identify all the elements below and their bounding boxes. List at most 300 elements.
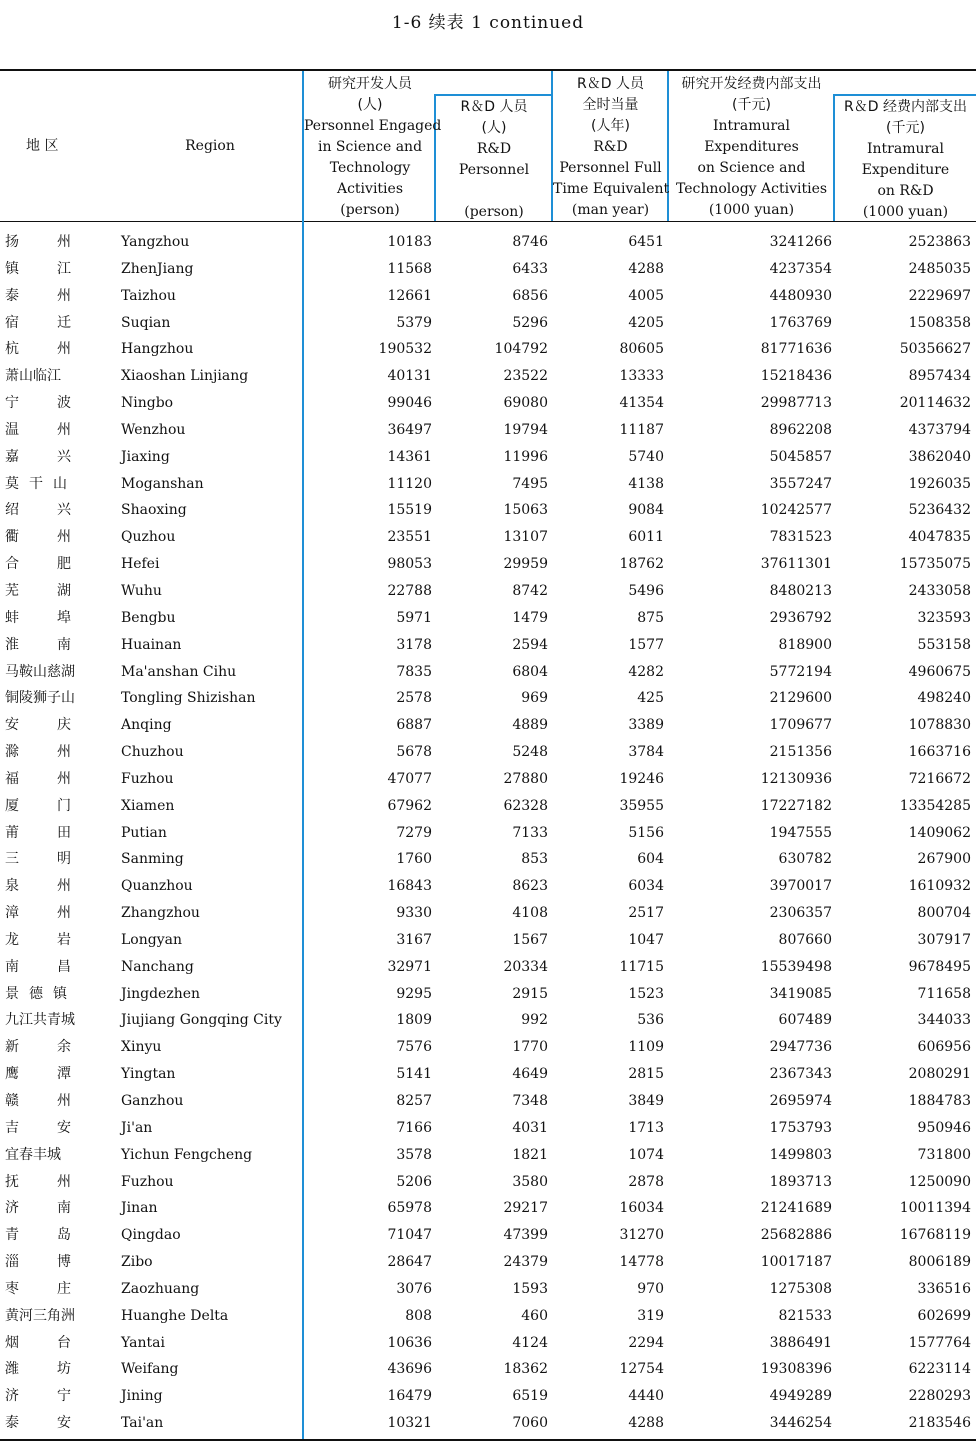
value-cell: 7348 [512,1093,548,1109]
value-cell: 1109 [628,1039,664,1056]
table-row [0,310,976,337]
value-cell: 7835 [396,663,432,680]
value-cell: 29217 [503,1200,548,1217]
value-cell: 2878 [628,1173,664,1190]
table-row [0,712,976,739]
value-cell: 16843 [387,878,432,895]
region-cn-cell: 济 南 [5,1200,71,1217]
table-row [0,981,976,1008]
region-cn-cell: 抚 州 [5,1173,71,1190]
value-cell: 40131 [387,368,432,385]
value-cell: 7495 [512,475,548,492]
table-row [0,659,976,686]
value-cell: 65978 [387,1200,432,1217]
value-cell: 4960675 [908,663,971,680]
value-cell: 7576 [396,1039,432,1056]
col5-header: R＆D 经费内部支出 (千元) Intramural Expenditure on R&D (1000 yuan) [844,99,967,220]
value-cell: 4288 [628,1415,664,1432]
value-cell: 969 [521,690,548,707]
value-cell: 800704 [917,905,971,922]
value-cell: 6519 [512,1388,548,1405]
value-cell: 11187 [619,421,664,438]
value-cell: 36497 [387,421,432,438]
region-en-cell: Anqing [121,717,172,734]
region-cn-cell: 鹰 潭 [5,1066,71,1083]
value-cell: 4282 [628,663,664,680]
region-cn-cell: 杭 州 [5,341,71,358]
value-cell: 2815 [628,1066,664,1083]
value-cell: 11715 [619,958,664,975]
table-row [0,1088,976,1115]
value-cell: 7133 [512,824,548,841]
region-en-cell: Huanghe Delta [121,1307,229,1324]
value-cell: 6451 [628,234,664,250]
value-cell: 1809 [396,1012,432,1029]
table-row [0,524,976,551]
value-cell: 8742 [512,582,548,599]
value-cell: 2129600 [769,690,832,707]
col2-header: R＆D 人员 (人) R&D Personnel (person) [458,99,530,220]
value-cell: 3784 [628,744,664,761]
value-cell: 4005 [628,287,664,304]
value-cell: 3389 [628,717,664,734]
region-en-cell: Chuzhou [121,744,184,761]
col4-header: 研究开发经费内部支出 (千元) Intramural Expenditures on Science and Technology Activities (1000 yuan) [675,76,828,218]
value-cell: 1884783 [908,1093,971,1109]
value-cell: 15539498 [760,958,832,975]
value-cell: 4480930 [769,287,832,304]
value-cell: 1250090 [908,1173,971,1190]
value-cell: 8257 [396,1093,432,1109]
value-cell: 1508358 [908,314,971,331]
region-cn-cell: 衢 州 [5,529,71,546]
value-cell: 2183546 [908,1415,971,1432]
table-row [0,363,976,390]
table-row [0,685,976,712]
value-cell: 15519 [387,502,432,519]
value-cell: 5045857 [769,448,832,465]
value-cell: 808 [405,1307,432,1324]
value-cell: 11996 [503,448,548,465]
value-cell: 5379 [396,314,432,331]
region-cn-cell: 黄河三角洲 [5,1307,75,1324]
value-cell: 8623 [512,878,548,895]
value-cell: 10242577 [760,502,832,519]
value-cell: 2433058 [908,582,971,599]
value-cell: 4440 [628,1388,664,1405]
value-cell: 1577764 [908,1334,971,1351]
value-cell: 5971 [396,609,432,626]
region-en-cell: Sanming [121,851,184,868]
value-cell: 1275308 [769,1280,832,1297]
table-row [0,1034,976,1061]
table-top-rule [0,69,976,71]
value-cell: 1074 [628,1146,664,1163]
table-row [0,229,976,256]
value-cell: 4889 [512,717,548,734]
region-cn-cell: 烟 台 [5,1334,71,1351]
region-cn-cell: 蚌 埠 [5,609,71,626]
region-cn-cell: 马鞍山慈湖 [5,663,75,680]
subheader-rule-2 [833,94,976,96]
region-en-cell: Zaozhuang [121,1280,200,1297]
value-cell: 13354285 [899,797,971,814]
value-cell: 5496 [628,582,664,599]
region-cn-cell: 泰 州 [5,287,71,304]
value-cell: 3167 [396,931,432,948]
region-cn-cell: 九江共青城 [5,1012,75,1029]
value-cell: 1663716 [908,744,971,761]
region-cn-cell: 龙 岩 [5,931,71,948]
value-cell: 3580 [512,1173,548,1190]
value-cell: 4237354 [769,260,832,277]
region-cn-cell: 南 昌 [5,958,71,975]
region-en-cell: Yichun Fengcheng [121,1146,253,1163]
value-cell: 99046 [387,395,432,412]
table-row [0,283,976,310]
value-cell: 875 [637,609,664,626]
value-cell: 14361 [387,448,432,465]
value-cell: 536 [637,1012,664,1029]
region-en-cell: Tongling Shizishan [121,690,256,707]
region-cn-cell: 福 州 [5,770,71,787]
value-cell: 19794 [503,421,548,438]
value-cell: 607489 [778,1012,832,1029]
value-cell: 5236432 [908,502,971,519]
value-cell: 553158 [917,636,971,653]
value-cell: 10183 [387,234,432,250]
value-cell: 344033 [917,1012,971,1029]
value-cell: 2151356 [769,744,832,761]
region-en-header: Region [185,138,235,154]
value-cell: 8006189 [908,1254,971,1271]
region-cn-cell: 三 明 [5,851,71,868]
value-cell: 11568 [387,260,432,277]
table-row [0,390,976,417]
value-cell: 336516 [917,1280,971,1297]
region-en-cell: Jiaxing [121,448,170,465]
region-en-cell: Quanzhou [121,878,193,895]
value-cell: 3886491 [769,1334,832,1351]
value-cell: 1610932 [908,878,971,895]
table-row [0,820,976,847]
value-cell: 81771636 [760,341,832,358]
region-cn-cell: 嘉 兴 [5,448,71,465]
value-cell: 71047 [387,1227,432,1244]
value-cell: 460 [521,1307,548,1324]
value-cell: 1499803 [769,1146,832,1163]
value-cell: 1753793 [769,1119,832,1136]
table-row [0,846,976,873]
value-cell: 1409062 [908,824,971,841]
value-cell: 69080 [503,395,548,412]
value-cell: 3862040 [908,448,971,465]
value-cell: 22788 [387,582,432,599]
value-cell: 307917 [917,931,971,948]
region-cn-cell: 芜 湖 [5,582,71,599]
value-cell: 3849 [628,1093,664,1109]
value-cell: 2936792 [769,609,832,626]
value-cell: 20334 [503,958,548,975]
value-cell: 28647 [387,1254,432,1271]
value-cell: 16034 [619,1200,664,1217]
region-en-cell: Jiujiang Gongqing City [121,1012,282,1029]
col1-header: 研究开发人员 (人) Personnel Engaged in Science and Technology Activities (person) [304,76,442,218]
value-cell: 2306357 [769,905,832,922]
value-cell: 5206 [396,1173,432,1190]
value-cell: 6034 [628,878,664,895]
region-en-cell: Zibo [121,1254,153,1271]
value-cell: 9330 [396,905,432,922]
value-cell: 2578 [396,690,432,707]
value-cell: 16479 [387,1388,432,1405]
region-en-cell: Qingdao [121,1227,181,1244]
table-row [0,1276,976,1303]
region-en-cell: Ma'anshan Cihu [121,663,237,680]
value-cell: 3446254 [769,1415,832,1432]
region-cn-cell: 绍 兴 [5,502,71,519]
value-cell: 1821 [512,1146,548,1163]
table-row [0,1061,976,1088]
value-cell: 4205 [628,314,664,331]
region-cn-cell: 泉 州 [5,878,71,895]
region-en-cell: Nanchang [121,958,194,975]
region-en-cell: Ningbo [121,395,174,412]
region-cn-cell: 温 州 [5,421,71,438]
value-cell: 12754 [619,1361,664,1378]
table-body [0,229,976,1437]
value-cell: 8746 [512,234,548,250]
value-cell: 62328 [503,797,548,814]
table-row [0,1169,976,1196]
value-cell: 9295 [396,985,432,1002]
region-en-cell: Zhangzhou [121,905,200,922]
value-cell: 1926035 [908,475,971,492]
value-cell: 2517 [628,905,664,922]
value-cell: 6433 [512,260,548,277]
value-cell: 6011 [628,529,664,546]
value-cell: 18762 [619,556,664,573]
region-en-cell: Weifang [121,1361,179,1378]
value-cell: 10017187 [760,1254,832,1271]
table-row [0,1356,976,1383]
value-cell: 13107 [503,529,548,546]
table-row [0,1330,976,1357]
value-cell: 1567 [512,931,548,948]
value-cell: 1479 [512,609,548,626]
value-cell: 2229697 [908,287,971,304]
region-cn-cell: 铜陵狮子山 [5,690,75,707]
region-en-cell: Tai'an [121,1415,164,1432]
table-row [0,1249,976,1276]
value-cell: 67962 [387,797,432,814]
region-en-cell: Xiaoshan Linjiang [121,368,249,385]
table-row [0,1115,976,1142]
table-row [0,1383,976,1410]
table-row [0,336,976,363]
value-cell: 4288 [628,260,664,277]
table-row [0,471,976,498]
value-cell: 1709677 [769,717,832,734]
table-row [0,1222,976,1249]
value-cell: 15218436 [760,368,832,385]
table-row [0,551,976,578]
table-row [0,954,976,981]
value-cell: 853 [521,851,548,868]
table-row [0,632,976,659]
value-cell: 98053 [387,556,432,573]
value-cell: 1893713 [769,1173,832,1190]
value-cell: 731800 [917,1146,971,1163]
value-cell: 47399 [503,1227,548,1244]
value-cell: 2294 [628,1334,664,1351]
region-en-cell: Longyan [121,931,182,948]
value-cell: 23522 [503,368,548,385]
value-cell: 1947555 [769,824,832,841]
region-cn-cell: 合 肥 [5,556,71,573]
region-cn-header: 地 区 [26,138,59,154]
value-cell: 821533 [778,1307,832,1324]
value-cell: 35955 [619,797,664,814]
table-row [0,444,976,471]
value-cell: 2695974 [769,1093,832,1109]
table-row [0,1195,976,1222]
region-cn-cell: 滁 州 [5,744,71,761]
table-row [0,900,976,927]
value-cell: 32971 [387,958,432,975]
region-en-cell: Ji'an [121,1119,153,1136]
region-cn-cell: 淄 博 [5,1254,71,1271]
region-en-cell: Fuzhou [121,1173,174,1190]
region-en-cell: Bengbu [121,609,176,626]
value-cell: 9084 [628,502,664,519]
region-cn-cell: 宜春丰城 [5,1146,61,1163]
value-cell: 25682886 [760,1227,832,1244]
value-cell: 498240 [917,690,971,707]
value-cell: 9678495 [908,958,971,975]
region-en-cell: Jingdezhen [121,985,201,1002]
value-cell: 7060 [512,1415,548,1432]
region-en-cell: Yangzhou [121,234,190,250]
table-row [0,739,976,766]
table-row [0,256,976,283]
value-cell: 992 [521,1012,548,1029]
region-cn-cell: 厦 门 [5,797,71,814]
value-cell: 3178 [396,636,432,653]
region-cn-cell: 济 宁 [5,1388,71,1405]
value-cell: 4124 [512,1334,548,1351]
value-cell: 7279 [396,824,432,841]
value-cell: 5772194 [769,663,832,680]
value-cell: 950946 [917,1119,971,1136]
region-en-cell: Xinyu [121,1039,162,1056]
region-cn-cell: 赣 州 [5,1093,71,1109]
value-cell: 4649 [512,1066,548,1083]
region-cn-cell: 宁 波 [5,395,71,412]
value-cell: 5248 [512,744,548,761]
value-cell: 319 [637,1307,664,1324]
table-row [0,1142,976,1169]
value-cell: 3076 [396,1280,432,1297]
value-cell: 18362 [503,1361,548,1378]
value-cell: 5156 [628,824,664,841]
region-cn-cell: 泰 安 [5,1415,71,1432]
value-cell: 23551 [387,529,432,546]
region-cn-cell: 莆 田 [5,824,71,841]
value-cell: 7166 [396,1119,432,1136]
value-cell: 10321 [387,1415,432,1432]
value-cell: 29987713 [760,395,832,412]
region-cn-cell: 宿 迁 [5,314,71,331]
value-cell: 6223114 [908,1361,971,1378]
region-cn-cell: 扬 州 [5,234,71,250]
region-en-cell: Yantai [121,1334,165,1351]
value-cell: 50356627 [899,341,971,358]
value-cell: 323593 [917,609,971,626]
region-cn-cell: 新 余 [5,1039,71,1056]
value-cell: 2947736 [769,1039,832,1056]
value-cell: 24379 [503,1254,548,1271]
value-cell: 2280293 [908,1388,971,1405]
value-cell: 1763769 [769,314,832,331]
region-en-cell: Yingtan [121,1066,176,1083]
region-cn-cell: 吉 安 [5,1119,71,1136]
region-cn-cell: 景德镇 [5,985,77,1002]
value-cell: 11120 [387,475,432,492]
table-row [0,417,976,444]
value-cell: 1523 [628,985,664,1002]
value-cell: 80605 [619,341,664,358]
value-cell: 807660 [778,931,832,948]
value-cell: 5740 [628,448,664,465]
value-cell: 2485035 [908,260,971,277]
value-cell: 2080291 [908,1066,971,1083]
value-cell: 15735075 [899,556,971,573]
region-cn-cell: 莫干山 [5,475,77,492]
table-row [0,873,976,900]
value-cell: 6887 [396,717,432,734]
region-en-cell: Putian [121,824,167,841]
region-cn-cell: 镇 江 [5,260,71,277]
value-cell: 37611301 [760,556,832,573]
value-cell: 425 [637,690,664,707]
value-cell: 5141 [396,1066,432,1083]
value-cell: 17227182 [760,797,832,814]
value-cell: 10011394 [899,1200,971,1217]
value-cell: 4031 [512,1119,548,1136]
value-cell: 47077 [387,770,432,787]
subheader-rule-1 [434,94,553,96]
value-cell: 606956 [917,1039,971,1056]
region-en-cell: Ganzhou [121,1093,184,1109]
region-en-cell: Fuzhou [121,770,174,787]
value-cell: 21241689 [760,1200,832,1217]
region-en-cell: Jining [121,1388,163,1405]
value-cell: 1047 [628,931,664,948]
table-row [0,578,976,605]
region-en-cell: ZhenJiang [121,260,194,277]
region-en-cell: Hefei [121,556,160,573]
region-cn-cell: 漳 州 [5,905,71,922]
value-cell: 7216672 [908,770,971,787]
region-en-cell: Wuhu [121,582,162,599]
value-cell: 7831523 [769,529,832,546]
col3-header: R＆D 人员 全时当量 (人年) R&D Personnel Full Time Equivalent (man year) [553,76,670,218]
table-row [0,766,976,793]
value-cell: 5296 [512,314,548,331]
region-en-cell: Huainan [121,636,182,653]
value-cell: 630782 [778,851,832,868]
